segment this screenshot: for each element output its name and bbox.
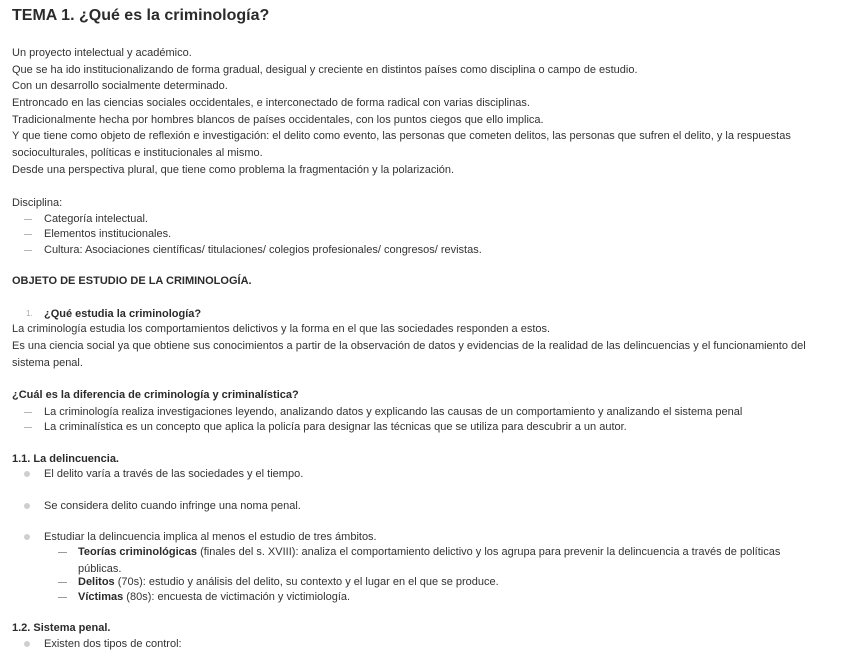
intro-line: Un proyecto intelectual y académico. <box>12 47 192 59</box>
intro-line: Y que tiene como objeto de reflexión e investigación: el delito como evento, las personas que cometen delitos, las personas que sufren el delito, y la respuestas socioculturales, políticas e institucionales al mismo. <box>12 130 791 159</box>
term-description: (70s): estudio y análisis del delito, su contexto y el lugar en el que se produce. <box>114 576 499 588</box>
bullet-item: Existen dos tipos de control: <box>12 636 182 653</box>
list-number: 1. <box>26 309 33 318</box>
list-item: Elementos institucionales. <box>12 226 171 243</box>
question-label: ¿Qué estudia la criminología? <box>44 308 202 320</box>
intro-line: Con un desarrollo socialmente determinado. <box>12 80 228 92</box>
sub-list-item <box>12 544 822 578</box>
list-item: La criminalística es un concepto que aplica la policía para designar las técnicas que se utiliza para descubrir a un autor. <box>12 419 627 436</box>
section-heading: ¿Cuál es la diferencia de criminología y criminalística? <box>12 389 299 401</box>
sub-list-item <box>12 589 350 606</box>
paragraph-line: Es una ciencia social ya que obtiene sus conocimientos a partir de la observación de datos y evidencias de la realidad de las delincuencias y el funcionamiento del sistema penal. <box>12 340 806 369</box>
list-item: La criminología realiza investigaciones leyendo, analizando datos y explicando las causas de un comportamiento y analizando el sistema penal <box>12 404 742 421</box>
section-heading: 1.1. La delincuencia. <box>12 453 119 465</box>
disciplina-heading: Disciplina: <box>12 197 63 209</box>
section-heading: OBJETO DE ESTUDIO DE LA CRIMINOLOGÍA. <box>12 275 252 287</box>
term: Delitos <box>78 576 115 588</box>
bullet-item: El delito varía a través de las sociedades y el tiempo. <box>12 466 303 483</box>
intro-line: Que se ha ido institucionalizando de forma gradual, desigual y creciente en distintos países como disciplina o campo de estudio. <box>12 64 638 76</box>
term-description: (80s): encuesta de victimación y victimiología. <box>123 591 351 603</box>
term-description: (finales del s. XVIII): analiza el comportamiento delictivo y los agrupa para prevenir la delincuencia a través de políticas públicas. <box>78 546 781 575</box>
term: Teorías criminológicas <box>78 546 198 558</box>
list-item: Cultura: Asociaciones científicas/ titulaciones/ colegios profesionales/ congresos/ revistas. <box>12 242 482 259</box>
page-title: TEMA 1. ¿Qué es la criminología? <box>12 7 270 24</box>
bullet-item: Estudiar la delincuencia implica al menos el estudio de tres ámbitos. <box>12 529 377 546</box>
intro-line: Entroncado en las ciencias sociales occidentales, e interconectado de forma radical con varias disciplinas. <box>12 97 530 109</box>
intro-line: Desde una perspectiva plural, que tiene como problema la fragmentación y la polarización. <box>12 164 455 176</box>
list-item: Categoría intelectual. <box>12 211 148 228</box>
paragraph-line: La criminología estudia los comportamientos delictivos y la forma en el que las sociedades responden a estos. <box>12 323 551 335</box>
bullet-item: Se considera delito cuando infringe una noma penal. <box>12 498 301 515</box>
section-heading: 1.2. Sistema penal. <box>12 622 111 634</box>
term: Víctimas <box>78 591 124 603</box>
intro-line: Tradicionalmente hecha por hombres blancos de países occidentales, con los puntos ciegos que ello implica. <box>12 114 544 126</box>
